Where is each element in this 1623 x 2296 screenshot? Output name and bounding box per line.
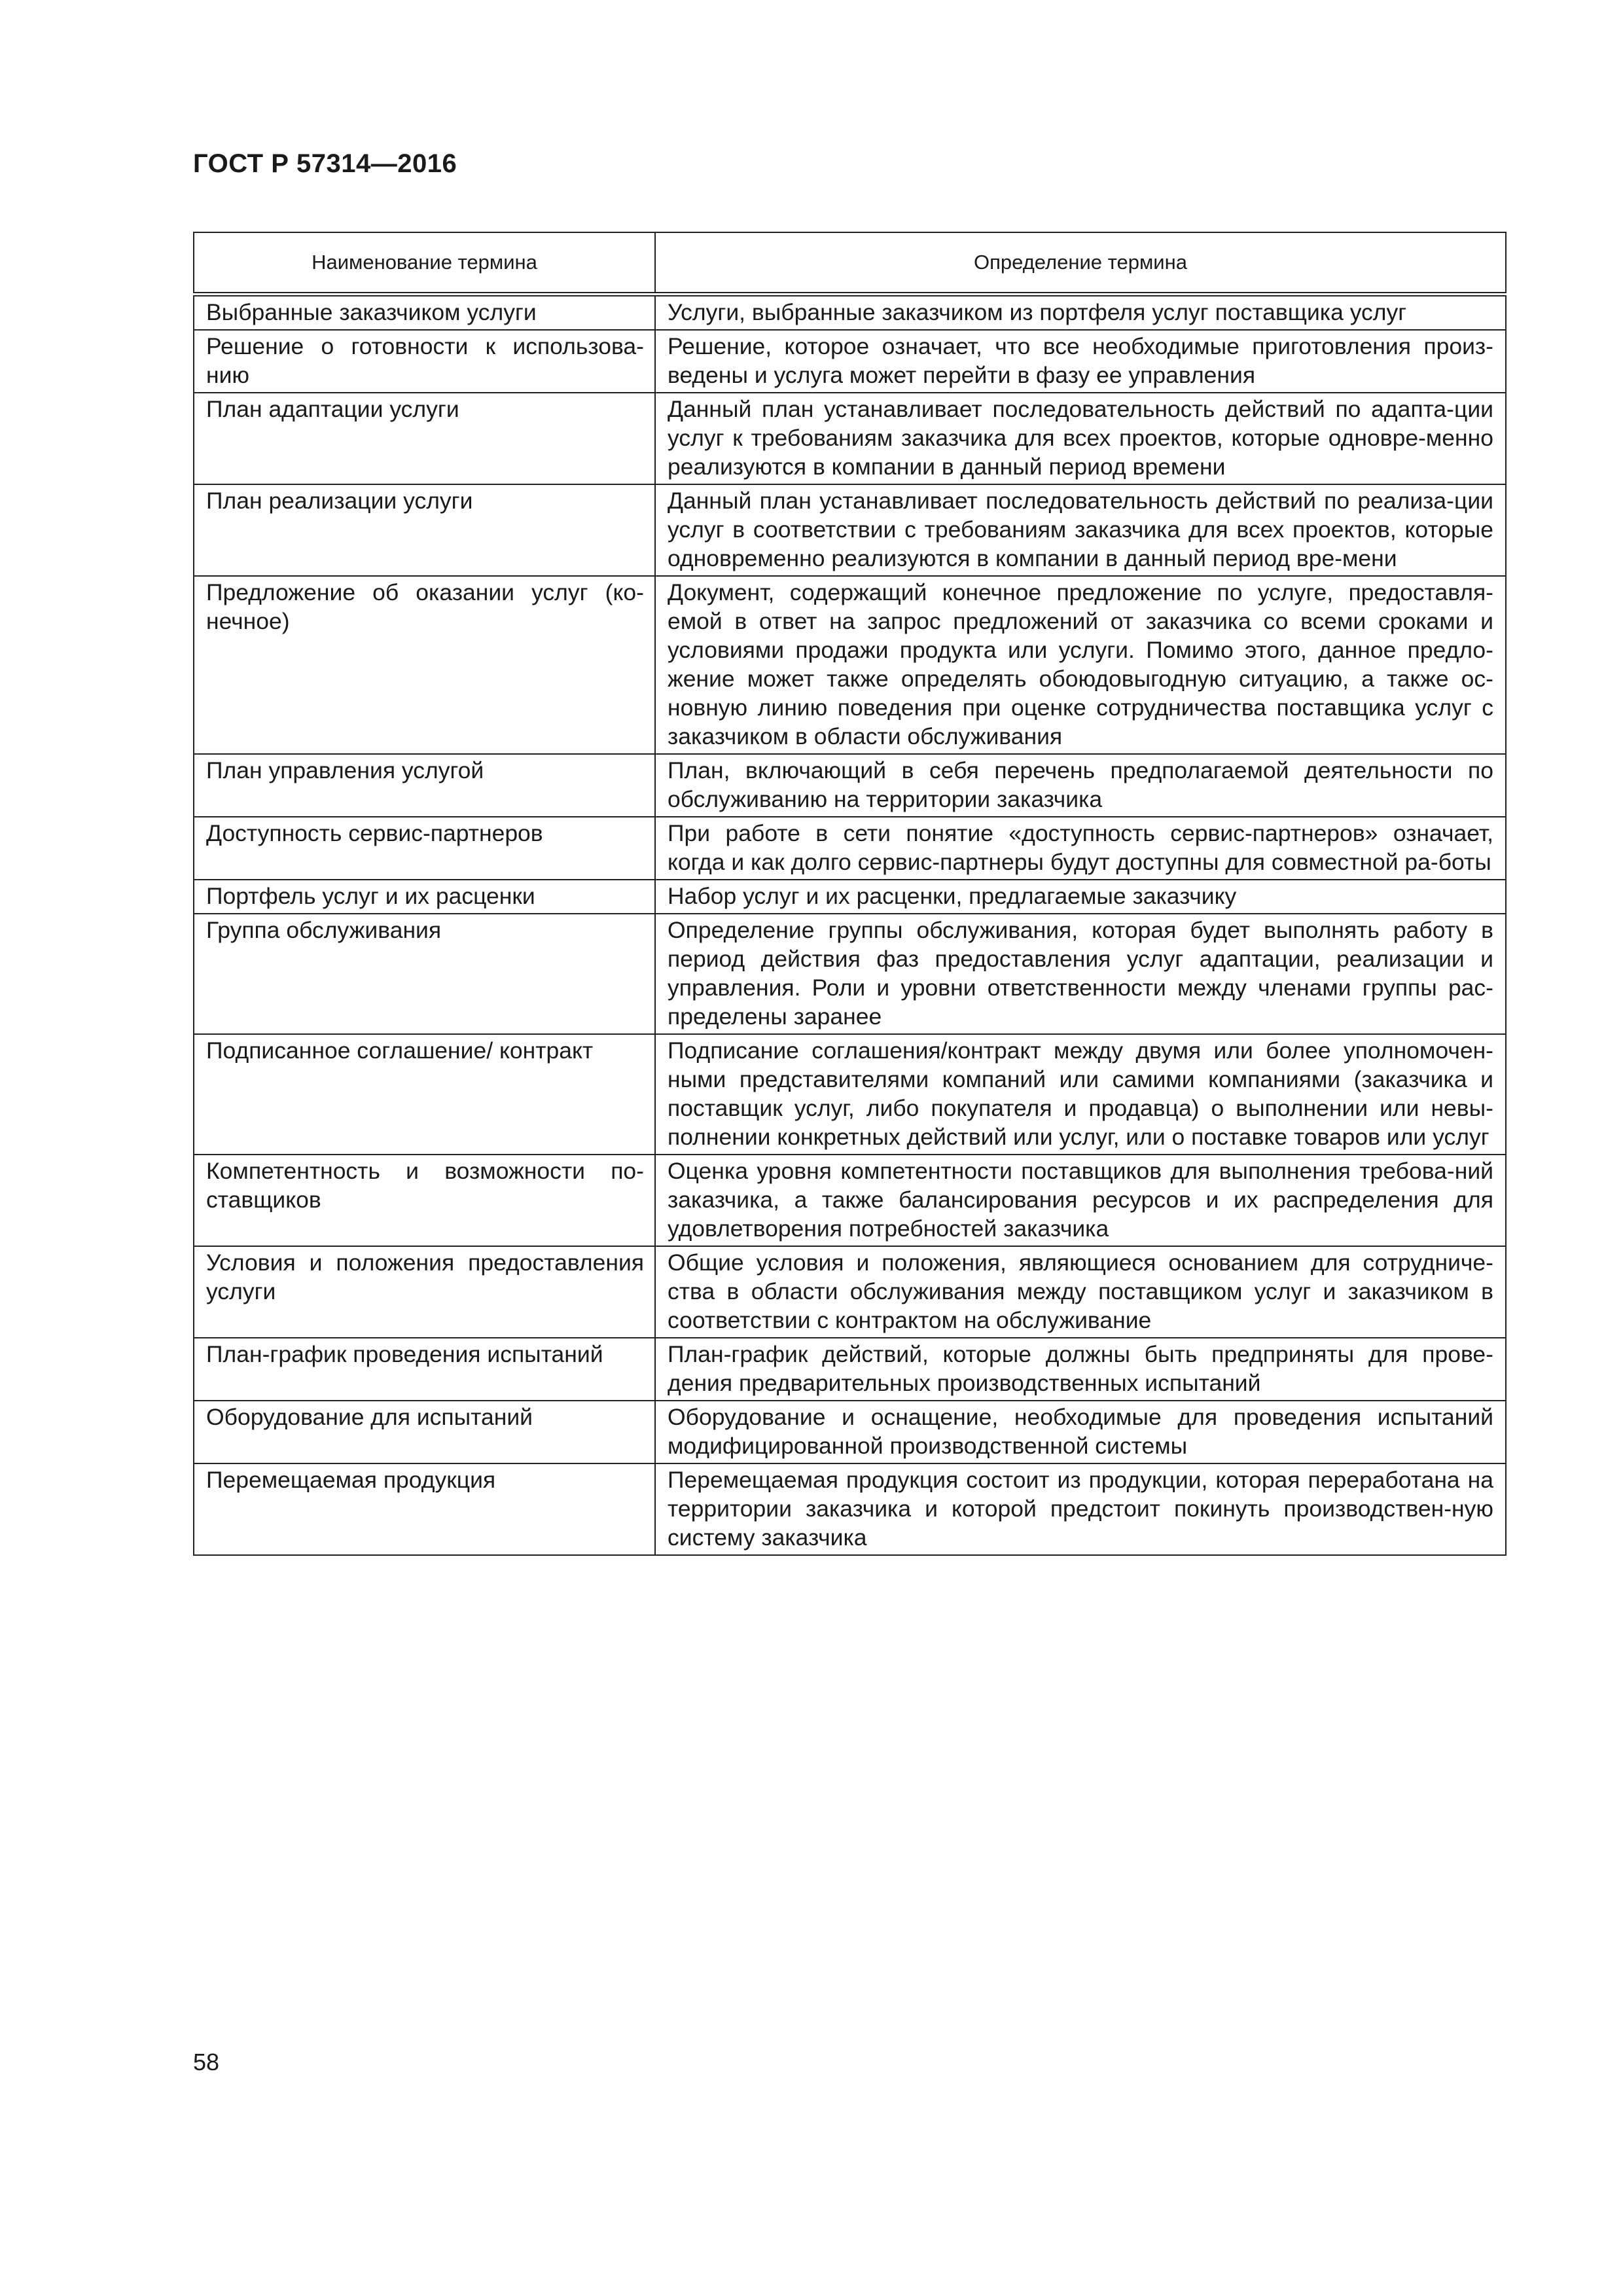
definition-cell: Подписание соглашения/контракт между двумя или более уполномочен-ными представителями компаний или самими компаниями (заказчика и поставщик услуг, либо покупателя и продавца) о выполнении или невы-полнении конкретных действий или услуг, или о поставке товаров или услуг (655, 1034, 1506, 1155)
table-row (194, 393, 1506, 484)
definition-cell: План, включающий в себя перечень предполагаемой деятельности по обслуживанию на территории заказчика (655, 754, 1506, 817)
term-cell: Решение о готовности к использова-нию (194, 330, 655, 393)
definition-cell: Перемещаемая продукция состоит из продукции, которая переработана на территории заказчика и которой предстоит покинуть производствен-ную систему заказчика (655, 1463, 1506, 1555)
term-cell: План управления услугой (194, 754, 655, 817)
table-row (194, 484, 1506, 576)
page-number: 58 (193, 2049, 220, 2075)
table-row (194, 1401, 1506, 1463)
table-row (194, 1338, 1506, 1401)
term-cell: Доступность сервис-партнеров (194, 817, 655, 880)
term-cell: Компетентность и возможности по-ставщиков (194, 1155, 655, 1246)
term-cell: Оборудование для испытаний (194, 1401, 655, 1463)
definition-cell: Решение, которое означает, что все необходимые приготовления произ-ведены и услуга может перейти в фазу ее управления (655, 330, 1506, 393)
table-row (194, 1034, 1506, 1155)
table-row (194, 754, 1506, 817)
term-cell: План-график проведения испытаний (194, 1338, 655, 1401)
definition-cell: Данный план устанавливает последовательность действий по адапта-ции услуг к требованиям заказчика для всех проектов, которые одновре-менно реализуются в компании в данный период времени (655, 393, 1506, 484)
table-row (194, 1246, 1506, 1338)
column-header-definition: Определение термина (655, 232, 1506, 295)
table-row (194, 817, 1506, 880)
term-cell: План реализации услуги (194, 484, 655, 576)
definition-cell: План-график действий, которые должны быть предприняты для прове-дения предварительных производственных испытаний (655, 1338, 1506, 1401)
term-cell: Перемещаемая продукция (194, 1463, 655, 1555)
term-cell: Подписанное соглашение/ контракт (194, 1034, 655, 1155)
table-row (194, 330, 1506, 393)
table-header-row (194, 232, 1506, 295)
terms-table (193, 232, 1507, 1556)
term-cell: Портфель услуг и их расценки (194, 880, 655, 914)
table-row (194, 295, 1506, 331)
table-row (194, 914, 1506, 1034)
definition-cell: Набор услуг и их расценки, предлагаемые заказчику (655, 880, 1506, 914)
table-row (194, 1155, 1506, 1246)
column-header-term: Наименование термина (194, 232, 655, 295)
table-row (194, 880, 1506, 914)
term-cell: Предложение об оказании услуг (ко-нечное) (194, 576, 655, 754)
table-row (194, 576, 1506, 754)
term-cell: Выбранные заказчиком услуги (194, 295, 655, 331)
definition-cell: Определение группы обслуживания, которая будет выполнять работу в период действия фаз предоставления услуг адаптации, реализации и управления. Роли и уровни ответственности между членами группы рас-пределены заранее (655, 914, 1506, 1034)
table-row (194, 1463, 1506, 1555)
term-cell: Условия и положения предоставления услуги (194, 1246, 655, 1338)
term-cell: План адаптации услуги (194, 393, 655, 484)
term-cell: Группа обслуживания (194, 914, 655, 1034)
definition-cell: При работе в сети понятие «доступность сервис-партнеров» означает, когда и как долго сервис-партнеры будут доступны для совместной ра-боты (655, 817, 1506, 880)
definition-cell: Услуги, выбранные заказчиком из портфеля услуг поставщика услуг (655, 295, 1506, 331)
definition-cell: Данный план устанавливает последовательность действий по реализа-ции услуг в соответствии с требованиям заказчика для всех проектов, которые одновременно реализуются в компании в данный период вре-мени (655, 484, 1506, 576)
definition-cell: Документ, содержащий конечное предложение по услуге, предоставля-емой в ответ на запрос предложений от заказчика со всеми сроками и условиями продажи продукта или услуги. Помимо этого, данное предло-жение может также определять обоюдовыгодную ситуацию, а также ос-новную линию поведения при оценке сотрудничества поставщика услуг с заказчиком в области обслуживания (655, 576, 1506, 754)
definition-cell: Общие условия и положения, являющиеся основанием для сотрудниче-ства в области обслуживания между поставщиком услуг и заказчиком в соответствии с контрактом на обслуживание (655, 1246, 1506, 1338)
definition-cell: Оценка уровня компетентности поставщиков для выполнения требова-ний заказчика, а также балансирования ресурсов и их распределения для удовлетворения потребностей заказчика (655, 1155, 1506, 1246)
document-title: ГОСТ Р 57314—2016 (193, 149, 457, 178)
definition-cell: Оборудование и оснащение, необходимые для проведения испытаний модифицированной производственной системы (655, 1401, 1506, 1463)
